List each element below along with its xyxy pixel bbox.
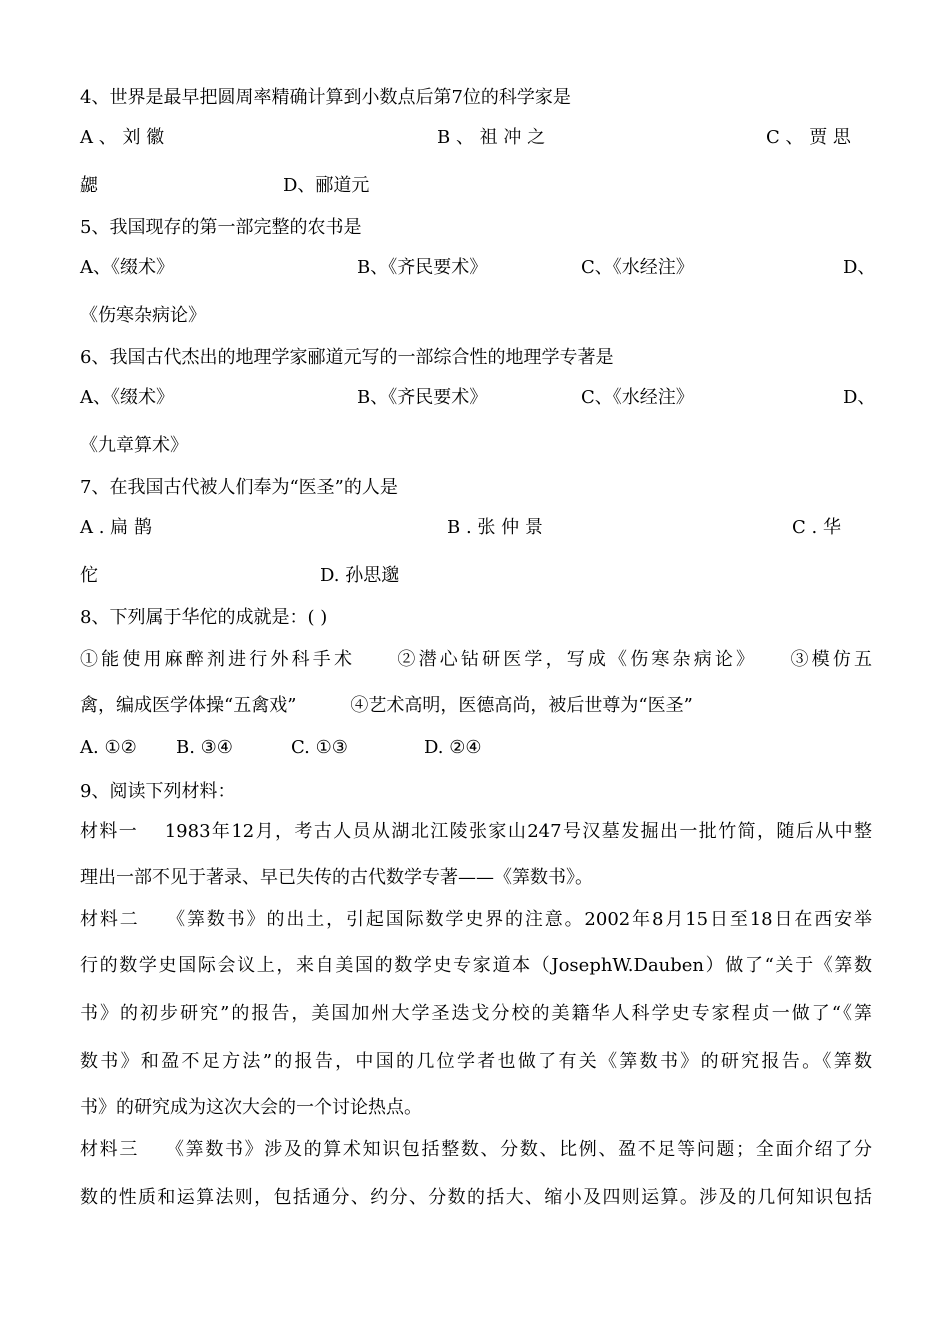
q7-option-d: D. 孙思邈: [320, 565, 400, 586]
material-2-line5: 书》的研究成为这次大会的一个讨论热点。: [80, 1097, 422, 1118]
q5-option-b: B、《齐民要术》: [357, 257, 488, 278]
q6-option-a: A、《缀术》: [80, 387, 174, 408]
q7-stem: 7、在我国古代被人们奉为“医圣”的人是: [80, 477, 398, 498]
q7-option-b: B . 张 仲 景: [447, 517, 543, 538]
q7-option-c: C . 华: [792, 517, 841, 538]
material-2-line2: 行的数学史国际会议上，来自美国的数学史专家道本（JosephW.Dauben）做了“关于《筭数: [80, 955, 872, 976]
material-2-line4: 数书》和盈不足方法”的报告，中国的几位学者也做了有关《筭数书》的研究报告。《筭数: [80, 1051, 872, 1072]
q4-option-c: C 、 贾 思: [766, 127, 851, 148]
q7-option-c-cont: 佗: [80, 565, 98, 586]
q8-stem: 8、下列属于华佗的成就是：( ): [80, 607, 328, 628]
q4-stem: 4、世界是最早把圆周率精确计算到小数点后第7位的科学家是: [80, 87, 571, 108]
material-2-line1: 材料二 《筭数书》的出土，引起国际数学史界的注意。2002年8月15日至18日在西安举: [80, 909, 872, 930]
q4-option-c-cont: 勰: [80, 175, 98, 196]
q8-option-b: B. ③④: [176, 737, 233, 758]
q8-option-c: C. ①③: [291, 737, 348, 758]
q5-stem: 5、我国现存的第一部完整的农书是: [80, 217, 362, 238]
q5-option-d-cont: 《伤寒杂病论》: [80, 305, 206, 326]
q8-option-d: D. ②④: [424, 737, 482, 758]
q5-option-d: D、: [843, 257, 876, 278]
q6-stem: 6、我国古代杰出的地理学家郦道元写的一部综合性的地理学专著是: [80, 347, 614, 368]
q5-option-a: A、《缀术》: [80, 257, 174, 278]
q6-option-d-cont: 《九章算术》: [80, 435, 188, 456]
q8-statements-line2: 禽，编成医学体操“五禽戏” ④艺术高明，医德高尚，被后世尊为“医圣”: [80, 695, 693, 716]
q6-option-d: D、: [843, 387, 876, 408]
q4-option-b: B 、 祖 冲 之: [437, 127, 546, 148]
q9-stem: 9、阅读下列材料：: [80, 781, 236, 802]
material-1-line1: 材料一 1983年12月，考古人员从湖北江陵张家山247号汉墓发掘出一批竹简，随后从中整: [80, 821, 872, 842]
q5-option-c: C、《水经注》: [581, 257, 694, 278]
q6-option-c: C、《水经注》: [581, 387, 694, 408]
q6-option-b: B、《齐民要术》: [357, 387, 488, 408]
q4-option-d: D、郦道元: [283, 175, 370, 196]
material-3-line1: 材料三 《筭数书》涉及的算术知识包括整数、分数、比例、盈不足等问题；全面介绍了分: [80, 1139, 872, 1160]
material-1-line2: 理出一部不见于著录、早已失传的古代数学专著——《筭数书》。: [80, 867, 593, 888]
material-2-line3: 书》的初步研究”的报告，美国加州大学圣迭戈分校的美籍华人科学史专家程贞一做了“《筭: [80, 1003, 872, 1024]
material-3-line2: 数的性质和运算法则，包括通分、约分、分数的括大、缩小及四则运算。涉及的几何知识包括: [80, 1187, 872, 1208]
q8-option-a: A. ①②: [80, 737, 137, 758]
q4-option-a: A 、 刘 徽: [80, 127, 165, 148]
q7-option-a: A . 扁 鹊: [80, 517, 152, 538]
q8-statements-line1: ①能使用麻醉剂进行外科手术 ②潜心钻研医学，写成《伤寒杂病论》 ③模仿五: [80, 649, 872, 670]
